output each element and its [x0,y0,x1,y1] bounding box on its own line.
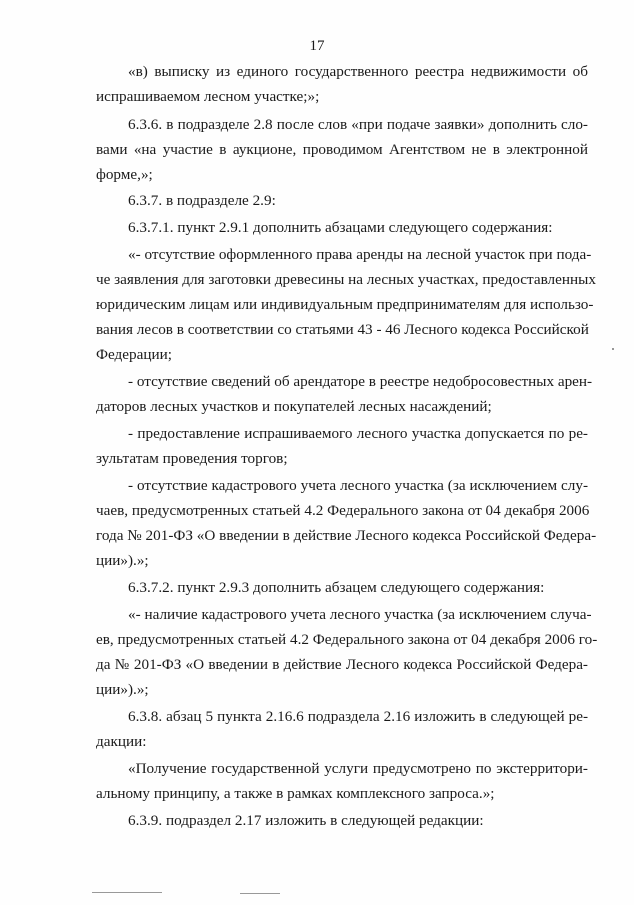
text-line: форме,»; [96,166,153,183]
text-line: - предоставление испрашиваемого лесного участка допускается по ре- [128,425,588,442]
text-line: 6.3.8. абзац 5 пункта 2.16.6 подраздела 2.16 изложить в следующей ре- [128,708,588,725]
text-line: Федерации; [96,346,172,363]
text-line: - отсутствие сведений об арендаторе в реестре недобросовестных арен- [128,373,593,390]
text-line: ции»).»; [96,681,149,698]
text-line: юридическим лицам или индивидуальным предпринимателям для использо- [96,296,594,313]
text-line: чаев, предусмотренных статьей 4.2 Федерального закона от 04 декабря 2006 [96,502,590,519]
text-line: ции»).»; [96,552,149,569]
text-line: че заявления для заготовки древесины на лесных участках, предоставленных [96,271,596,288]
text-line: вами «на участие в аукционе, проводимом Агентством не в электронной [96,141,588,158]
text-line: да № 201-ФЗ «О введении в действие Лесного кодекса Российской Федера- [96,656,588,673]
text-line: года № 201-ФЗ «О введении в действие Лесного кодекса Российской Федера- [96,527,597,544]
text-line: «- наличие кадастрового учета лесного участка (за исключением случа- [128,606,592,623]
text-line: 6.3.7.2. пункт 2.9.3 дополнить абзацем следующего содержания: [128,579,545,596]
text-line: альному принципу, а также в рамках комплексного запроса.»; [96,785,495,802]
scan-artifact [92,892,162,893]
text-line: зультатам проведения торгов; [96,450,288,467]
text-line: 6.3.7. в подразделе 2.9: [128,192,276,209]
text-line: «- отсутствие оформленного права аренды на лесной участок при пода- [128,246,592,263]
text-line: даторов лесных участков и покупателей лесных насаждений; [96,398,492,415]
text-line: «Получение государственной услуги предусмотрено по экстерритори- [128,760,588,777]
scan-artifact [612,348,614,350]
page-number: 17 [309,38,325,54]
text-line: 6.3.6. в подразделе 2.8 после слов «при подаче заявки» дополнить сло- [128,116,588,133]
text-line: испрашиваемом лесном участке;»; [96,88,320,105]
text-line: вания лесов в соответствии со статьями 43 - 46 Лесного кодекса Российской [96,321,589,338]
text-line: ев, предусмотренных статьей 4.2 Федерального закона от 04 декабря 2006 го- [96,631,598,648]
text-line: дакции: [96,733,147,750]
text-line: 6.3.9. подраздел 2.17 изложить в следующей редакции: [128,812,484,829]
text-line: 6.3.7.1. пункт 2.9.1 дополнить абзацами следующего содержания: [128,219,553,236]
text-line: - отсутствие кадастрового учета лесного участка (за исключением слу- [128,477,588,494]
text-line: «в) выписку из единого государственного реестра недвижимости об [128,63,588,80]
scan-artifact [240,893,280,894]
